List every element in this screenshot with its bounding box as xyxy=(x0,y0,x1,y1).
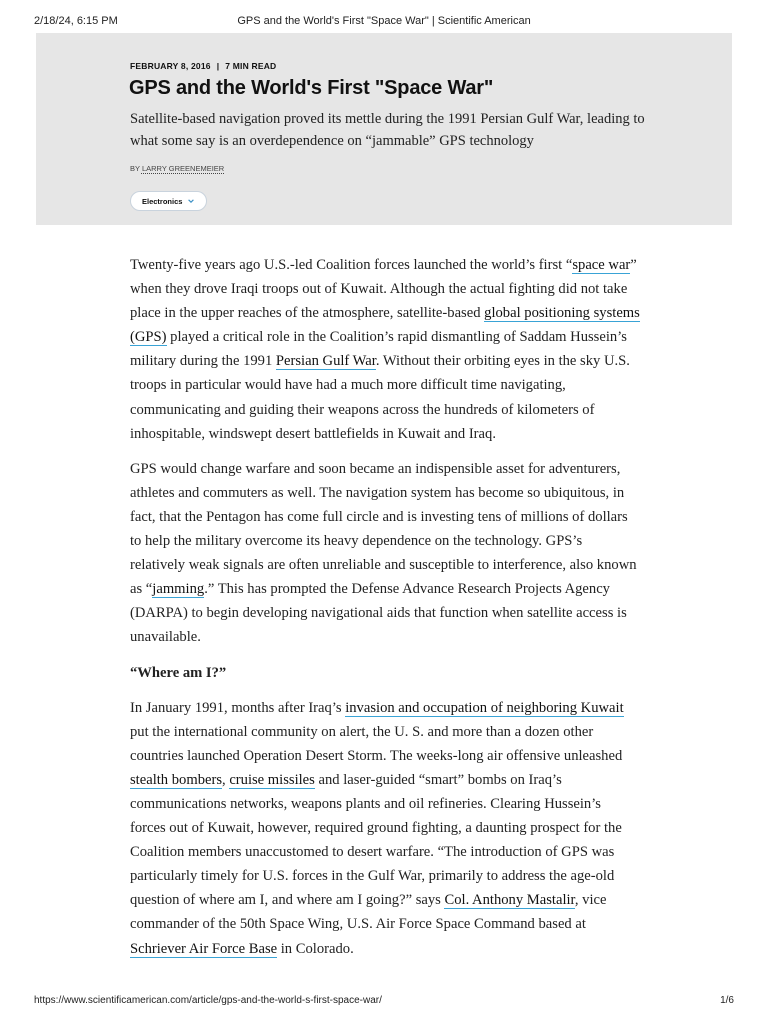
read-time: 7 MIN READ xyxy=(225,61,277,71)
link-jamming[interactable]: jamming xyxy=(152,581,205,598)
article-body xyxy=(130,253,640,972)
topic-tag-label: Electronics xyxy=(142,196,183,206)
text-run: and laser-guided “smart” bombs on Iraq’s communications networks, weapons plants and oil refineries. Clearing Hussein’s forces out of Kuwait, however, required ground fighting, a daunting prospect for the Coalition members unaccustomed to desert warfare. “The introduction of GPS was particularly timely for U.S. forces in the Gulf War, primarily to address the age-old question of where am I, and where am I going?” says xyxy=(130,771,622,909)
article-title: GPS and the World's First "Space War" xyxy=(129,77,494,99)
link-schriever-afb[interactable]: Schriever Air Force Base xyxy=(130,940,278,957)
text-run: played a critical role in the Coalition’s rapid dismantling of Saddam Hussein’s military during the 1991 xyxy=(130,329,627,370)
publish-date: FEBRUARY 8, 2016 xyxy=(130,61,211,71)
link-gps[interactable]: global positioning systems (GPS) xyxy=(130,305,640,346)
paragraph-1 xyxy=(130,253,640,446)
page-number: 1/6 xyxy=(720,995,734,1006)
print-page-title: GPS and the World's First "Space War" | Scientific American xyxy=(237,15,531,27)
meta-separator: | xyxy=(216,61,220,71)
paragraph-2 xyxy=(130,457,640,650)
article-header xyxy=(36,33,732,225)
text-run: .” This has prompted the Defense Advance Research Projects Agency (DARPA) to begin developing navigational aids that function when satellite access is unavailable. xyxy=(130,581,627,646)
chevron-down-icon xyxy=(187,197,195,205)
print-header xyxy=(0,15,768,29)
text-run: put the international community on alert, the U. S. and more than a dozen other countries launched Operation Desert Storm. The weeks-long air offensive unleashed xyxy=(130,723,623,764)
article-meta xyxy=(130,61,276,71)
print-datetime: 2/18/24, 6:15 PM xyxy=(34,15,118,27)
text-run: ” when they drove Iraqi troops out of Kuwait. Although the actual fighting did not take place in the upper reaches of the atmosphere, satellite-based xyxy=(130,257,637,322)
text-run: In January 1991, months after Iraq’s xyxy=(130,699,346,716)
text-run: GPS would change warfare and soon became an indispensible asset for adventurers, athletes and commuters as well. The navigation system has become so ubiquitous, in fact, that the Pentagon has come full circle and is investing tens of millions of dollars to help the military overcome its heavy dependence on the technology. GPS’s relatively weak signals are often unreliable and susceptible to interference, also known as “ xyxy=(130,460,637,598)
byline xyxy=(130,164,224,173)
link-cruise-missiles[interactable]: cruise missiles xyxy=(229,771,315,788)
section-subhead: “Where am I?” xyxy=(130,664,227,681)
link-anthony-mastalir[interactable]: Col. Anthony Mastalir xyxy=(444,892,575,909)
print-url: https://www.scientificamerican.com/article/gps-and-the-world-s-first-space-war/ xyxy=(34,995,382,1006)
author-link[interactable]: LARRY GREENEMEIER xyxy=(141,164,225,173)
text-run: , xyxy=(222,771,230,788)
link-space-war[interactable]: space war xyxy=(572,257,631,273)
link-invasion-kuwait[interactable]: invasion and occupation of neighboring Kuwait xyxy=(345,699,624,716)
article-dek: Satellite-based navigation proved its mettle during the 1991 Persian Gulf War, leading to what some say is an overdependence on “jammable” GPS technology xyxy=(130,111,645,149)
print-footer xyxy=(0,995,768,1009)
text-run: in Colorado. xyxy=(277,940,354,957)
byline-prefix: BY xyxy=(130,164,140,173)
paragraph-3 xyxy=(130,696,640,961)
topic-tag-button[interactable] xyxy=(130,191,207,211)
text-run: Twenty-five years ago U.S.-led Coalition forces launched the world’s first “ xyxy=(130,257,573,273)
link-stealth-bombers[interactable]: stealth bombers xyxy=(130,771,223,788)
text-run: , vice commander of the 50th Space Wing, U.S. Air Force Space Command based at xyxy=(130,892,607,933)
link-persian-gulf-war[interactable]: Persian Gulf War xyxy=(275,353,376,370)
text-run: . Without their orbiting eyes in the sky U.S. troops in particular would have had a much more difficult time navigating, communicating and guiding their weapons across the hundreds of kilometers of inhospitable, windswept desert battlefields in Kuwait and Iraq. xyxy=(130,353,630,442)
